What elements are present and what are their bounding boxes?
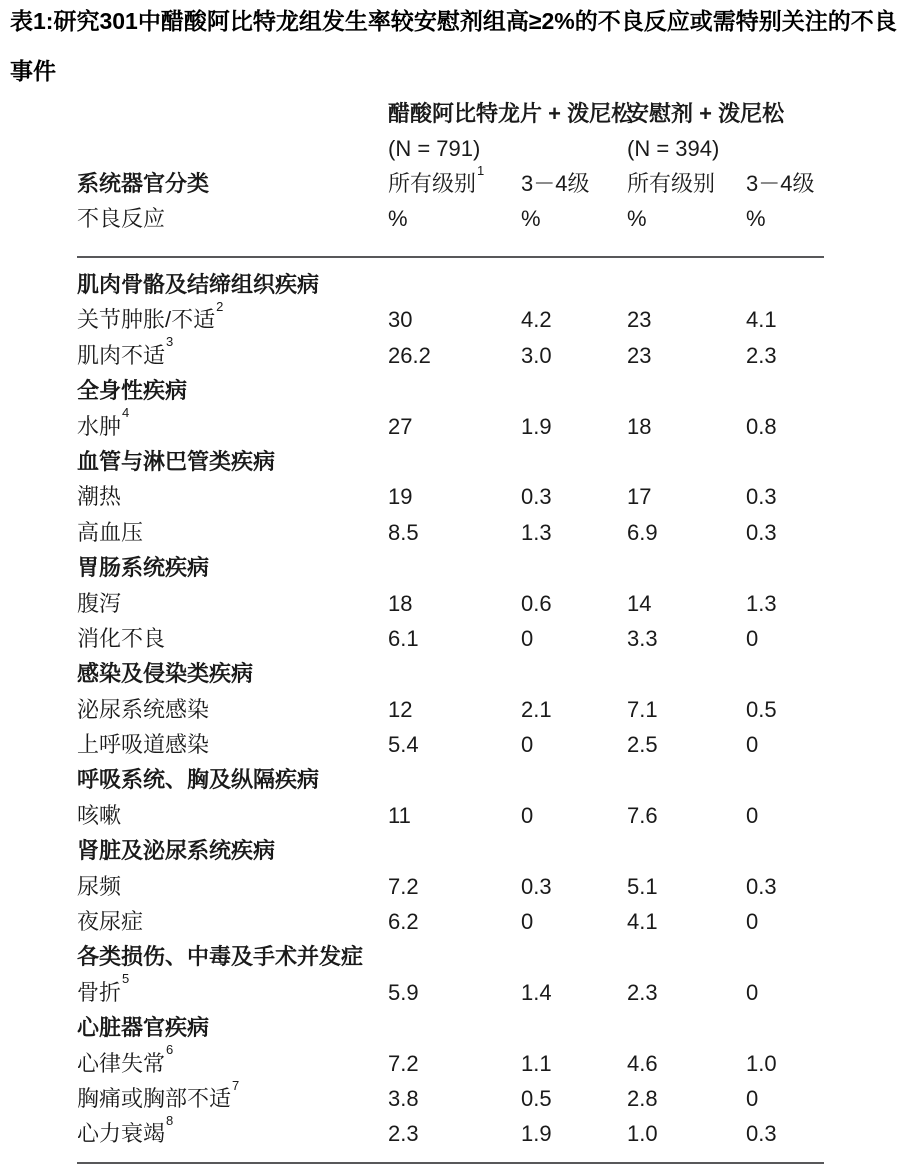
adverse-reaction-label: 高血压: [77, 519, 144, 545]
value-cell: 2.3: [627, 979, 658, 1005]
footnote-marker: 6: [166, 1042, 174, 1058]
adverse-reaction-label: 心力衰竭$^8$: [77, 1113, 174, 1147]
value-cell: 18: [627, 413, 652, 439]
value-cell: 0.3: [521, 484, 552, 510]
value-cell: 3.0: [521, 342, 552, 368]
value-cell: 0.3: [521, 873, 552, 899]
value-cell: 6.2: [388, 909, 419, 935]
soc-section-label: 肌肉骨骼及结缔组织疾病: [77, 272, 320, 297]
value-cell: 0: [521, 732, 534, 758]
value-cell: 26.2: [388, 342, 431, 368]
stub-header-soc: 系统器官分类: [77, 171, 210, 196]
table-title: 表1:研究301中醋酸阿比特龙组发生率较安慰剂组高≥2%的不良反应或需特别关注的不良事件: [10, 8, 897, 84]
adverse-reaction-label: 水肿$^4$: [77, 405, 130, 439]
grade-label: 所有级别: [388, 171, 477, 196]
value-cell: 0.3: [746, 484, 777, 510]
value-cell: 23: [627, 307, 652, 333]
section-header-row: [0, 444, 912, 479]
value-cell: 0: [521, 909, 534, 935]
value-cell: 0.3: [746, 873, 777, 899]
section-header-row: [0, 939, 912, 974]
table-row: [0, 405, 912, 444]
adverse-reaction-label: 肌肉不适$^3$: [77, 334, 174, 368]
value-cell: 30: [388, 307, 413, 333]
table-row: [0, 692, 912, 727]
col-header-grade-4: 3－4级: [746, 171, 815, 196]
soc-section-label: 血管与淋巴管类疾病: [77, 448, 276, 474]
value-cell: 11: [388, 802, 411, 828]
value-cell: 2.8: [627, 1085, 658, 1111]
footnote-marker: 3: [166, 334, 174, 350]
value-cell: 0: [746, 732, 759, 758]
footnote-marker: 1: [477, 162, 485, 178]
value-cell: 27: [388, 413, 413, 439]
table-row: [0, 586, 912, 621]
adverse-reaction-label: 夜尿症: [77, 909, 144, 935]
value-cell: 8.5: [388, 519, 419, 545]
value-cell: 1.9: [521, 1121, 552, 1147]
value-cell: 0: [746, 1085, 759, 1111]
adverse-reaction-label: 腹泻: [77, 590, 122, 616]
col-header-grade-2: 3－4级: [521, 171, 590, 196]
section-header-row: [0, 833, 912, 868]
soc-section-label: 肾脏及泌尿系统疾病: [77, 838, 276, 864]
adverse-reaction-label: 关节肿胀/不适$^2$: [77, 299, 224, 333]
footnote-marker: 5: [122, 971, 130, 987]
value-cell: 12: [388, 696, 413, 722]
value-cell: 7.2: [388, 873, 419, 899]
value-cell: 3.3: [627, 625, 658, 651]
group-name-row: [0, 96, 912, 131]
col-unit-2: %: [521, 206, 541, 231]
soc-section-label: 呼吸系统、胸及纵隔疾病: [77, 767, 320, 793]
value-cell: 5.4: [388, 732, 419, 758]
table-bottom-rule: [77, 1162, 824, 1164]
group1-n: (N = 791): [388, 136, 481, 161]
table-body: [0, 267, 912, 1152]
stub-header-ar: 不良反应: [77, 206, 166, 231]
value-cell: 5.1: [627, 873, 658, 899]
value-cell: 0.8: [746, 413, 777, 439]
value-cell: 23: [627, 342, 652, 368]
value-cell: 1.0: [627, 1121, 658, 1147]
value-cell: 2.5: [627, 732, 658, 758]
value-cell: 0.6: [521, 590, 552, 616]
value-cell: 0: [746, 625, 759, 651]
table-row: [0, 727, 912, 762]
value-cell: 4.1: [627, 909, 658, 935]
soc-section-label: 各类损伤、中毒及手术并发症: [77, 944, 364, 970]
soc-section-label: 心脏器官疾病: [77, 1015, 210, 1041]
grade-header-row: [0, 162, 912, 201]
group-n-row: [0, 131, 912, 166]
table-row: [0, 1113, 912, 1151]
value-cell: 3.8: [388, 1085, 419, 1111]
value-cell: 0: [521, 802, 534, 828]
group2-n: (N = 394): [627, 136, 720, 161]
adverse-reaction-label: 心律失常$^6$: [77, 1042, 174, 1076]
value-cell: 0.5: [521, 1085, 552, 1111]
table-row: [0, 299, 912, 337]
col-unit-3: %: [627, 206, 647, 231]
value-cell: 1.0: [746, 1050, 777, 1076]
value-cell: 0: [521, 625, 534, 651]
footnote-marker: 8: [166, 1113, 174, 1129]
value-cell: 0: [746, 979, 759, 1005]
value-cell: 7.1: [627, 696, 658, 722]
value-cell: 4.1: [746, 307, 777, 333]
adverse-reaction-label: 上呼吸道感染: [77, 732, 210, 758]
section-header-row: [0, 267, 912, 302]
adverse-reaction-label: 咳嗽: [77, 802, 122, 828]
footnote-marker: 4: [122, 405, 130, 421]
value-cell: 7.2: [388, 1050, 419, 1076]
value-cell: 2.3: [388, 1121, 419, 1147]
table-row: [0, 798, 912, 833]
value-cell: 0.5: [746, 696, 777, 722]
section-header-row: [0, 373, 912, 408]
soc-section-label: 全身性疾病: [77, 378, 188, 404]
group2-name: 安慰剂 + 泼尼松: [627, 101, 785, 126]
value-cell: 6.1: [388, 625, 419, 651]
value-cell: 14: [627, 590, 652, 616]
adverse-reaction-label: 泌尿系统感染: [77, 696, 210, 722]
value-cell: 18: [388, 590, 413, 616]
col-unit-1: %: [388, 206, 408, 231]
table-row: [0, 971, 912, 1010]
adverse-reaction-label: 胸痛或胸部不适$^7$: [77, 1077, 240, 1111]
value-cell: 0: [746, 802, 759, 828]
value-cell: 4.6: [627, 1050, 658, 1076]
value-cell: 0.3: [746, 519, 777, 545]
value-cell: 5.9: [388, 979, 419, 1005]
value-cell: 1.3: [521, 519, 552, 545]
table-row: [0, 904, 912, 939]
adverse-reaction-label: 消化不良: [77, 625, 166, 651]
table-row: [0, 334, 912, 373]
footnote-marker: 7: [232, 1077, 240, 1093]
table-row: [0, 869, 912, 904]
section-header-row: [0, 550, 912, 585]
value-cell: 1.1: [521, 1050, 552, 1076]
group1-name: 醋酸阿比特龙片 + 泼尼松: [388, 101, 634, 126]
soc-section-label: 胃肠系统疾病: [77, 555, 210, 581]
section-header-row: [0, 656, 912, 691]
table-top-rule: [77, 256, 824, 258]
section-header-row: [0, 762, 912, 797]
col-header-grade-1: [388, 162, 485, 201]
col-header-grade-3: 所有级别: [627, 171, 716, 196]
table-row: [0, 479, 912, 514]
table-row: [0, 1077, 912, 1116]
table-row: [0, 515, 912, 550]
adverse-reaction-label: 尿频: [77, 873, 122, 899]
adverse-reaction-label: 潮热: [77, 484, 122, 510]
value-cell: 1.4: [521, 979, 552, 1005]
value-cell: 0.3: [746, 1121, 777, 1147]
value-cell: 1.9: [521, 413, 552, 439]
value-cell: 19: [388, 484, 413, 510]
value-cell: 7.6: [627, 802, 658, 828]
footnote-marker: 2: [216, 299, 224, 315]
value-cell: 4.2: [521, 307, 552, 333]
table-row: [0, 621, 912, 656]
unit-header-row: [0, 201, 912, 236]
value-cell: 17: [627, 484, 652, 510]
value-cell: 6.9: [627, 519, 658, 545]
value-cell: 2.1: [521, 696, 552, 722]
table-row: [0, 1042, 912, 1081]
adverse-reaction-label: 骨折$^5$: [77, 971, 130, 1005]
value-cell: 2.3: [746, 342, 777, 368]
value-cell: 0: [746, 909, 759, 935]
section-header-row: [0, 1010, 912, 1045]
soc-section-label: 感染及侵染类疾病: [77, 661, 254, 687]
col-unit-4: %: [746, 206, 766, 231]
value-cell: 1.3: [746, 590, 777, 616]
